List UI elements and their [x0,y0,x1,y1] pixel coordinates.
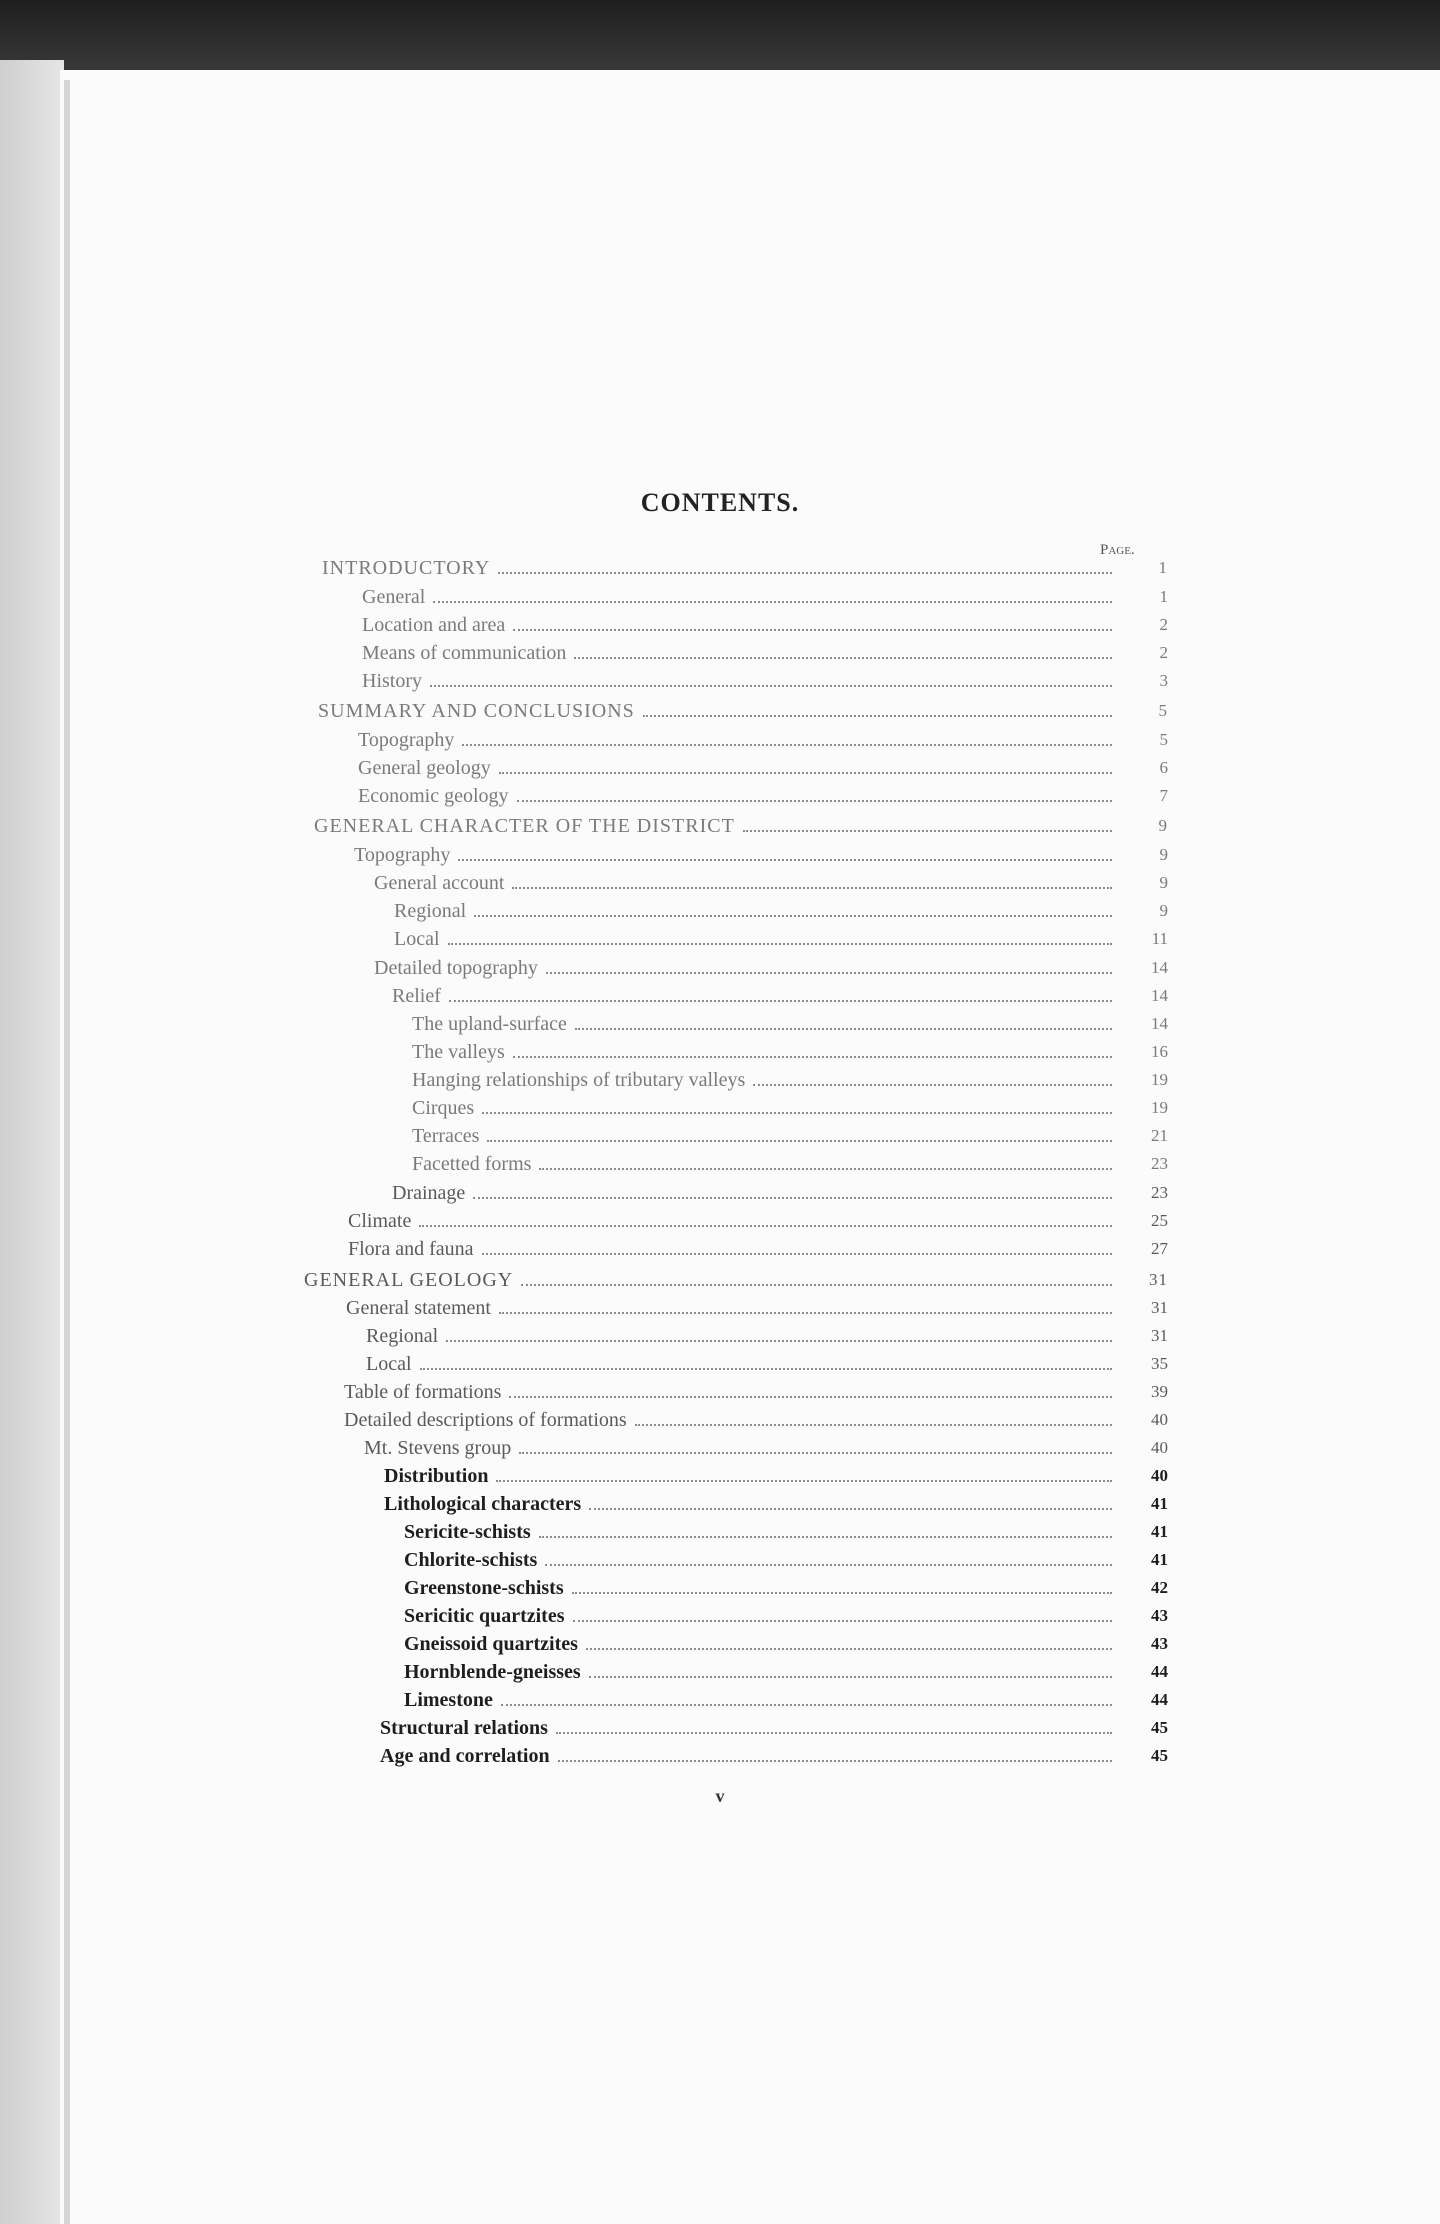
toc-entry-page: 27 [1151,1239,1168,1258]
toc-entry [304,1265,1168,1291]
toc-entry [412,1093,1168,1119]
dot-leader [501,1703,1112,1706]
toc-entry-label: Detailed descriptions of formations [344,1409,627,1431]
toc-entry-page: 41 [1151,1494,1168,1513]
toc-entry-label: Topography [354,844,451,866]
toc-entry-page: 9 [1159,873,1168,892]
toc-entry-page: 16 [1151,1042,1168,1061]
dot-leader [753,1083,1112,1086]
toc-entry [412,1065,1168,1091]
toc-entry [412,1149,1168,1175]
toc-entry-label: GENERAL GEOLOGY [304,1269,514,1291]
dot-leader [558,1759,1112,1762]
toc-entry-label: Regional [394,900,467,922]
page-sheet [60,70,1440,2224]
dot-leader [420,1367,1112,1370]
toc-entry-label: General [362,586,426,608]
dot-leader [496,1479,1112,1482]
toc-entry-page: 9 [1159,901,1168,920]
toc-entry [412,1037,1168,1063]
toc-entry [362,582,1168,608]
toc-entry [346,1293,1168,1319]
dot-leader [487,1139,1112,1142]
toc-entry [380,1741,1168,1767]
dot-leader [586,1647,1112,1650]
toc-entry-page: 14 [1151,986,1168,1005]
toc-entry-label: Detailed topography [374,957,538,979]
toc-entry-page: 41 [1151,1522,1168,1541]
toc-entry-page: 1 [1158,558,1168,577]
page-left-edge [0,60,64,2224]
dot-leader [589,1675,1112,1678]
toc-entry-page: 19 [1151,1098,1168,1117]
toc-entry-page: 40 [1151,1438,1168,1457]
toc-entry-label: Gneissoid quartzites [404,1633,578,1655]
toc-entry-page: 43 [1151,1606,1168,1625]
toc-entry [374,953,1168,979]
toc-entry [384,1489,1168,1515]
toc-entry-label: Mt. Stevens group [364,1437,512,1459]
toc-entry-page: 9 [1159,845,1168,864]
toc-entry-label: Sericite-schists [404,1521,531,1543]
toc-entry [374,868,1168,894]
page-column-header: Page. [1100,542,1135,558]
toc-entry-label: Flora and fauna [348,1238,474,1260]
dot-leader [458,858,1112,861]
toc-entry [392,981,1168,1007]
toc-entry-page: 6 [1159,758,1168,777]
toc-entry [412,1009,1168,1035]
dot-leader [573,1619,1113,1622]
toc-entry [354,840,1168,866]
dot-leader [521,1283,1112,1286]
toc-entry-label: General account [374,872,505,894]
dot-leader [589,1507,1112,1510]
toc-entry-label: History [362,670,422,692]
dot-leader [539,1535,1112,1538]
toc-entry-label: Hanging relationships of tributary valleys [412,1069,746,1091]
dot-leader [539,1167,1112,1170]
dot-leader [430,684,1112,687]
dot-leader [575,1027,1112,1030]
toc-entry-page: 14 [1151,958,1168,977]
toc-entry-page: 35 [1151,1354,1168,1373]
toc-entry-page: 45 [1151,1718,1168,1737]
toc-entry-page: 5 [1159,730,1168,749]
toc-entry-label: Regional [366,1325,439,1347]
toc-entry-label: Topography [358,729,455,751]
toc-entry [366,1321,1168,1347]
dot-leader [449,999,1112,1002]
toc-entry-page: 3 [1159,671,1168,690]
dot-leader [499,771,1112,774]
dot-leader [482,1111,1112,1114]
toc-entry-page: 14 [1151,1014,1168,1033]
toc-entry-page: 9 [1158,816,1168,835]
dot-leader [574,656,1112,659]
dot-leader [474,914,1112,917]
toc-entry [404,1685,1168,1711]
dot-leader [448,942,1112,945]
toc-entry [318,696,1168,722]
toc-entry-label: Economic geology [358,785,509,807]
toc-entry-label: SUMMARY AND CONCLUSIONS [318,700,635,722]
toc-entry [358,753,1168,779]
toc-entry-page: 40 [1151,1410,1168,1429]
toc-entry-page: 23 [1151,1183,1168,1202]
toc-entry-label: Cirques [412,1097,475,1119]
toc-entry-label: Local [394,928,440,950]
toc-entry-page: 40 [1151,1466,1168,1485]
dot-leader [643,714,1112,717]
dot-leader [482,1252,1112,1255]
toc-entry-label: GENERAL CHARACTER OF THE DISTRICT [314,815,735,837]
toc-entry [394,924,1168,950]
dot-leader [513,628,1112,631]
toc-entry-page: 2 [1159,643,1168,662]
toc-entry [404,1657,1168,1683]
toc-entry [404,1517,1168,1543]
toc-entry [322,553,1168,579]
toc-entry-page: 44 [1151,1662,1168,1681]
toc-entry-label: Age and correlation [380,1745,550,1767]
toc-entry-page: 45 [1151,1746,1168,1765]
toc-entry [384,1461,1168,1487]
toc-entry [404,1629,1168,1655]
toc-entry-label: General geology [358,757,491,779]
toc-entry-label: INTRODUCTORY [322,557,491,579]
toc-entry [366,1349,1168,1375]
toc-entry-label: Terraces [412,1125,480,1147]
toc-entry-page: 43 [1151,1634,1168,1653]
dot-leader [419,1224,1112,1227]
toc-entry-page: 5 [1158,701,1168,720]
page-fold-shadow [64,80,70,2224]
toc-entry-label: Sericitic quartzites [404,1605,565,1627]
toc-entry-page: 23 [1151,1154,1168,1173]
toc-entry-label: Drainage [392,1182,466,1204]
dot-leader [498,571,1112,574]
toc-entry-page: 31 [1151,1298,1168,1317]
toc-entry-label: Limestone [404,1689,493,1711]
toc-entry-label: Climate [348,1210,412,1232]
toc-entry-page: 21 [1151,1126,1168,1145]
dot-leader [473,1196,1112,1199]
toc-entry [392,1178,1168,1204]
toc-entry [348,1234,1168,1260]
dot-leader [743,829,1112,832]
toc-entry [348,1206,1168,1232]
toc-entry-label: Hornblende-gneisses [404,1661,581,1683]
toc-entry [362,666,1168,692]
toc-entry-page: 41 [1151,1550,1168,1569]
toc-entry-page: 39 [1151,1382,1168,1401]
toc-entry-page: 11 [1151,929,1168,948]
toc-entry-label: Facetted forms [412,1153,532,1175]
toc-entry-label: Structural relations [380,1717,548,1739]
dot-leader [509,1395,1112,1398]
toc-entry-page: 25 [1151,1211,1168,1230]
toc-entry-page: 7 [1159,786,1168,805]
dot-leader [556,1731,1112,1734]
toc-entry [380,1713,1168,1739]
page-title: CONTENTS. [640,488,800,517]
toc-entry-label: General statement [346,1297,491,1319]
dot-leader [545,1563,1112,1566]
toc-entry-page: 42 [1151,1578,1168,1597]
toc-entry [358,781,1168,807]
toc-entry [358,725,1168,751]
scan-background [0,0,1440,78]
dot-leader [513,1055,1112,1058]
toc-entry [412,1121,1168,1147]
toc-entry-label: Means of communication [362,642,567,664]
dot-leader [635,1423,1112,1426]
toc-entry-page: 31 [1149,1270,1168,1289]
toc-entry-page: 19 [1151,1070,1168,1089]
toc-entry [362,638,1168,664]
toc-entry-label: The upland-surface [412,1013,567,1035]
dot-leader [446,1339,1112,1342]
toc-entry-label: Relief [392,985,441,1007]
toc-entry [314,811,1168,837]
toc-entry [344,1405,1168,1431]
toc-entry-label: The valleys [412,1041,505,1063]
toc-entry-page: 44 [1151,1690,1168,1709]
toc-entry [364,1433,1168,1459]
toc-entry-label: Location and area [362,614,506,636]
toc-entry-label: Chlorite-schists [404,1549,538,1571]
toc-entry [404,1573,1168,1599]
toc-entry [404,1545,1168,1571]
dot-leader [519,1451,1112,1454]
toc-entry-label: Distribution [384,1465,489,1487]
dot-leader [462,743,1112,746]
page-folio: v [715,1786,725,1806]
dot-leader [499,1311,1112,1314]
toc-entry-label: Local [366,1353,412,1375]
toc-entry-label: Table of formations [344,1381,502,1403]
dot-leader [512,886,1112,889]
toc-entry [394,896,1168,922]
toc-entry-page: 1 [1159,587,1168,606]
dot-leader [572,1591,1112,1594]
dot-leader [546,971,1112,974]
dot-leader [517,799,1112,802]
toc-entry [344,1377,1168,1403]
dot-leader [433,600,1112,603]
toc-entry-label: Lithological characters [384,1493,582,1515]
toc-entry-label: Greenstone-schists [404,1577,564,1599]
toc-entry-page: 31 [1151,1326,1168,1345]
toc-entry [404,1601,1168,1627]
toc-entry [362,610,1168,636]
toc-entry-page: 2 [1159,615,1168,634]
